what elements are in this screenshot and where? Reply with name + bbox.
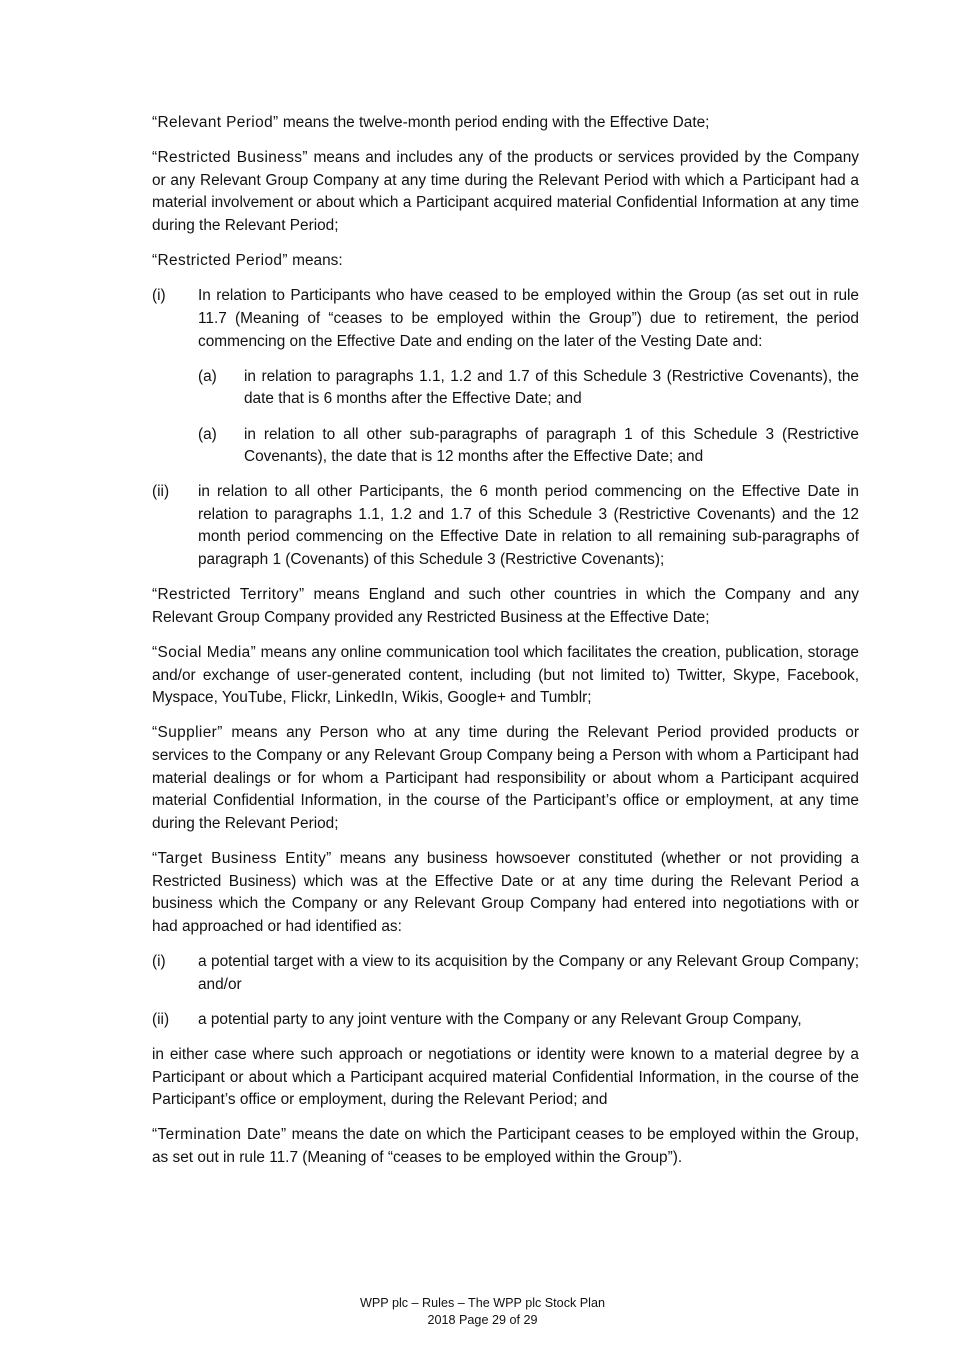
- definition-text: means the twelve-month period ending with the Effective Date;: [278, 114, 710, 131]
- sub-list-item: [152, 366, 859, 411]
- definition-text: means:: [287, 252, 343, 270]
- definition-text: means any business howsoever constituted (whether or not providing a Restricted Business) which was at the Effective Date or at any time during the Relevant Period a business which the Company or any Relevant Group Company had entered into negotiations with or had approached or had identified as:: [152, 849, 860, 935]
- definition-termination-date: [152, 1124, 859, 1169]
- definition-text: means the date on which the Participant ceases to be employed within the Group, as set out in rule 11.7 (Meaning of “ceases to be employed within the Group”).: [152, 1126, 859, 1166]
- definition-closing-paragraph: in either case where such approach or negotiations or identity were known to a material degree by a Participant or about which a Participant acquired material Confidential Information, in the course of the Participant’s office or employment, during the Relevant Period; and: [152, 1045, 859, 1109]
- list-text: in relation to all other sub-paragraphs of paragraph 1 of this Schedule 3 (Restrictive Covenants), the date that is 12 months after the Effective Date; and: [244, 425, 859, 466]
- list-item: [152, 481, 859, 571]
- definition-restricted-territory: [152, 584, 859, 629]
- defined-term: “Restricted Business”: [152, 149, 308, 167]
- definition-restricted-business: [152, 147, 859, 237]
- definition-text: means England and such other countries in which the Company and any Relevant Group Company provided any Restricted Business at the Effective Date;: [152, 586, 859, 626]
- definition-text: means any online communication tool which facilitates the creation, publication, storage and/or exchange of user-generated content, including (but not limited to) Twitter, Skype, Facebook, Myspace, YouTube, Flickr, LinkedIn, Wikis, Google+ and Tumblr;: [152, 644, 859, 707]
- definition-target-business-entity: [152, 848, 859, 938]
- defined-term: “Target Business Entity”: [152, 849, 332, 867]
- list-number: (a): [198, 425, 217, 443]
- list-item: [152, 1009, 859, 1032]
- definition-supplier: [152, 722, 859, 835]
- list-text: a potential party to any joint venture with the Company or any Relevant Group Company,: [198, 1010, 802, 1028]
- list-number: (a): [198, 367, 217, 385]
- defined-term: “Supplier”: [152, 724, 223, 742]
- definition-text: means any Person who at any time during the Relevant Period provided products or services to the Company or any Relevant Group Company being a Person with whom a Participant had material dealings or for whom a Participant had responsibility or about whom a Participant acquired material Confidential Information, in the course of the Participant’s office or employment, at any time during the Relevant Period;: [152, 724, 859, 832]
- defined-term: “Termination Date”: [152, 1126, 287, 1144]
- defined-term: “Relevant Period”: [152, 114, 279, 131]
- list-number: (ii): [152, 483, 170, 501]
- list-text: In relation to Participants who have ceased to be employed within the Group (as set out in rule 11.7 (Meaning of “ceases to be employed within the Group”) due to retirement, the period commencing on the Effective Date and ending on the later of the Vesting Date and:: [198, 287, 859, 350]
- defined-term: “Social Media”: [152, 644, 257, 662]
- definition-relevant-period: [152, 112, 859, 135]
- list-item: [152, 951, 859, 996]
- list-text: in relation to paragraphs 1.1, 1.2 and 1.7 of this Schedule 3 (Restrictive Covenants), the date that is 6 months after the Effective Date; and: [244, 367, 859, 408]
- footer-document-title: WPP plc – Rules – The WPP plc Stock Plan: [360, 1296, 605, 1310]
- sub-list-item: [152, 424, 859, 469]
- list-text: a potential target with a view to its acquisition by the Company or any Relevant Group Company; and/or: [198, 952, 859, 993]
- defined-term: “Restricted Territory”: [152, 586, 305, 604]
- list-number: (i): [152, 287, 166, 305]
- defined-term: “Restricted Period”: [152, 252, 288, 270]
- list-number: (ii): [152, 1010, 170, 1028]
- definition-social-media: [152, 642, 859, 710]
- list-item: [152, 285, 859, 353]
- list-number: (i): [152, 952, 166, 970]
- page-footer: [0, 1295, 965, 1329]
- list-text: in relation to all other Participants, the 6 month period commencing on the Effective Date in relation to paragraphs 1.1, 1.2 and 1.7 of this Schedule 3 (Restrictive Covenants) and the 12 month period commencing on the Effective Date in relation to all remaining sub-paragraphs of paragraph 1 (Covenants) of this Schedule 3 (Restrictive Covenants);: [198, 483, 859, 569]
- footer-page-number: 2018 Page 29 of 29: [427, 1313, 538, 1327]
- document-page: [152, 112, 859, 1169]
- definition-restricted-period: [152, 250, 859, 273]
- definition-text: means and includes any of the products or services provided by the Company or any Relevant Group Company at any time during the Relevant Period with which a Participant had a material involvement or about which a Participant acquired material Confidential Information at any time during the Relevant Period;: [152, 149, 859, 234]
